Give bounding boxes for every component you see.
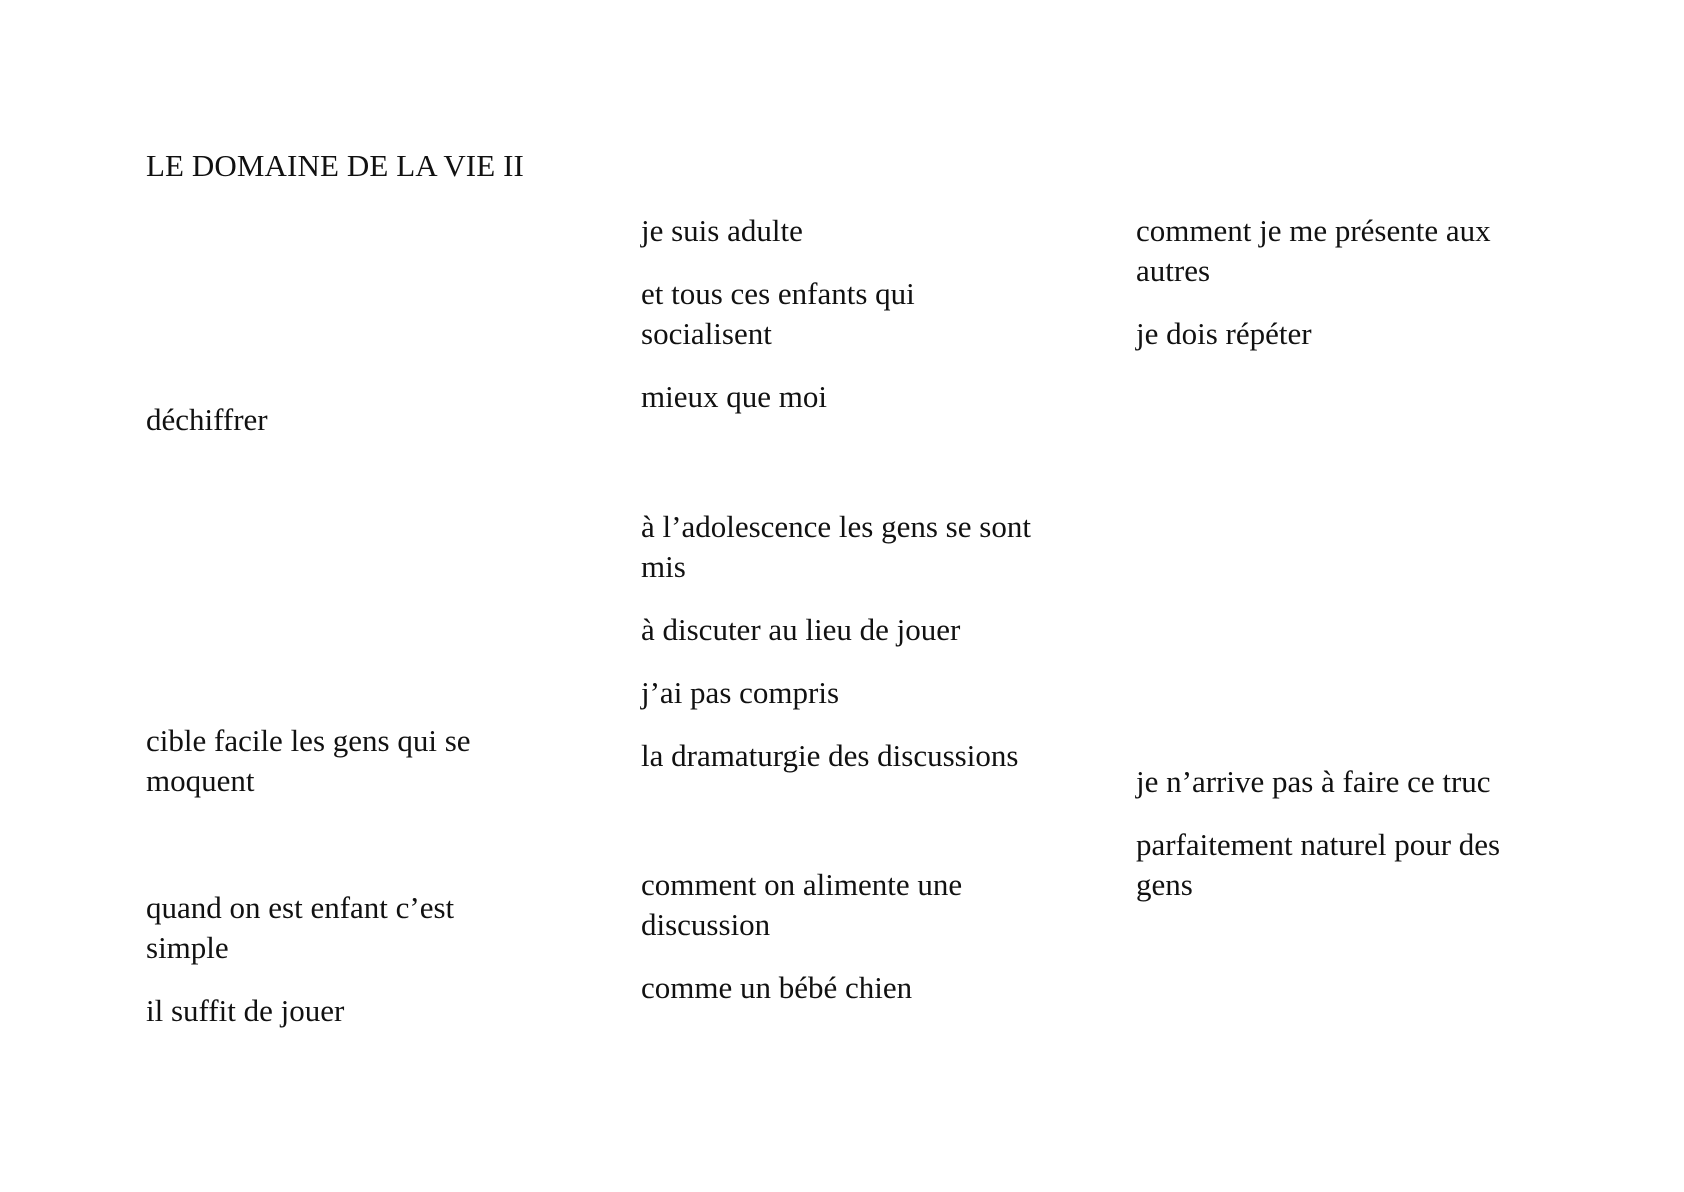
verse-line: cible facile les gens qui se moquent: [146, 723, 471, 798]
verse-line: à l’adolescence les gens se sont mis: [641, 509, 1031, 584]
poem-title: LE DOMAINE DE LA VIE II: [146, 148, 524, 183]
stanza: [1136, 211, 1556, 354]
stanza: [641, 211, 1061, 417]
verse-line: il suffit de jouer: [146, 993, 345, 1028]
verse-line: et tous ces enfants qui socialisent: [641, 276, 915, 351]
stanza: [1136, 762, 1556, 905]
verse-line: comment je me présente aux autres: [1136, 213, 1491, 288]
stanza: [146, 888, 566, 1031]
verse-line: quand on est enfant c’est simple: [146, 890, 455, 965]
stanza: [641, 865, 1061, 1008]
verse-line: comme un bébé chien: [641, 970, 913, 1005]
verse-line: j’ai pas compris: [641, 675, 840, 710]
stanza: [641, 507, 1061, 776]
verse-line: à discuter au lieu de jouer: [641, 612, 961, 647]
verse-line: la dramaturgie des discussions: [641, 738, 1019, 773]
verse-line: je n’arrive pas à faire ce truc: [1136, 764, 1491, 799]
stanza: [146, 400, 566, 440]
verse-line: mieux que moi: [641, 379, 827, 414]
stanza: [146, 721, 566, 801]
verse-line: je dois répéter: [1136, 316, 1312, 351]
verse-line: je suis adulte: [641, 213, 803, 248]
verse-line: déchiffrer: [146, 402, 268, 437]
verse-line: comment on alimente une discussion: [641, 867, 963, 942]
verse-line: parfaitement naturel pour des gens: [1136, 827, 1501, 902]
